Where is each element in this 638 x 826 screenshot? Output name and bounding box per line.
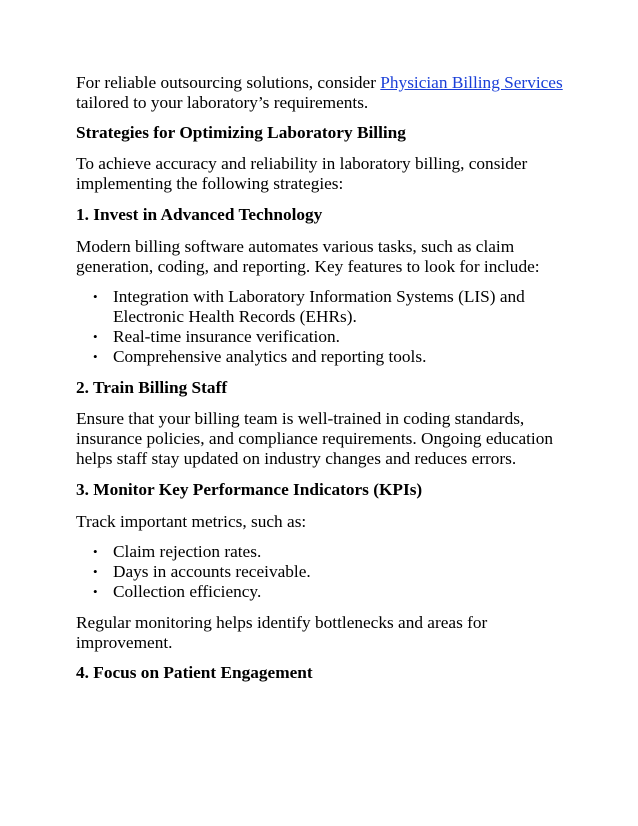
- list-item: [93, 581, 566, 602]
- intro-paragraph: [76, 73, 566, 113]
- list-item-text: Real-time insurance verification.: [113, 326, 340, 346]
- document-body: [76, 73, 566, 695]
- intro-text-after: tailored to your laboratory’s requirements.: [76, 92, 369, 112]
- strategy-3-bullet-list: [76, 542, 566, 601]
- bullet-icon: •: [93, 544, 98, 560]
- list-item-text: Days in accounts receivable.: [113, 562, 311, 582]
- list-item: [93, 562, 566, 582]
- list-item: [93, 287, 566, 327]
- strategy-3-heading: 3. Monitor Key Performance Indicators (KPIs): [76, 479, 423, 499]
- strategy-4-heading: 4. Focus on Patient Engagement: [76, 663, 313, 683]
- bullet-icon: •: [93, 564, 98, 580]
- list-item-text: Comprehensive analytics and reporting tools.: [113, 346, 427, 366]
- bullet-icon: •: [93, 348, 98, 364]
- section-title: Strategies for Optimizing Laboratory Billing: [76, 122, 406, 142]
- section-intro: To achieve accuracy and reliability in laboratory billing, consider implementing the following strategies:: [76, 154, 528, 194]
- list-item: [93, 346, 566, 367]
- strategy-2-paragraph: Ensure that your billing team is well-trained in coding standards, insurance policies, and compliance requirements. Ongoing education helps staff stay updated on industry changes and reduces errors.: [76, 409, 553, 468]
- strategy-1-bullet-list: [76, 287, 566, 366]
- bullet-icon: •: [93, 328, 98, 344]
- strategy-1-paragraph: Modern billing software automates various tasks, such as claim generation, coding, and reporting. Key features to look for include:: [76, 236, 540, 276]
- bullet-icon: •: [93, 583, 98, 599]
- list-item-text: Claim rejection rates.: [113, 542, 262, 562]
- strategy-3-paragraph: Track important metrics, such as:: [76, 511, 307, 531]
- strategy-2-heading: 2. Train Billing Staff: [76, 377, 228, 397]
- strategy-1-heading: 1. Invest in Advanced Technology: [76, 204, 323, 224]
- physician-billing-services-link[interactable]: Physician Billing Services: [380, 73, 563, 92]
- list-item-text: Integration with Laboratory Information Systems (LIS) and Electronic Health Records (EHRs).: [113, 287, 525, 327]
- list-item: [93, 542, 566, 562]
- intro-text-before: For reliable outsourcing solutions, consider: [76, 73, 381, 92]
- strategy-3-closing: Regular monitoring helps identify bottlenecks and areas for improvement.: [76, 612, 488, 652]
- list-item: [93, 326, 566, 347]
- list-item-text: Collection efficiency.: [113, 581, 262, 601]
- bullet-icon: •: [93, 289, 98, 305]
